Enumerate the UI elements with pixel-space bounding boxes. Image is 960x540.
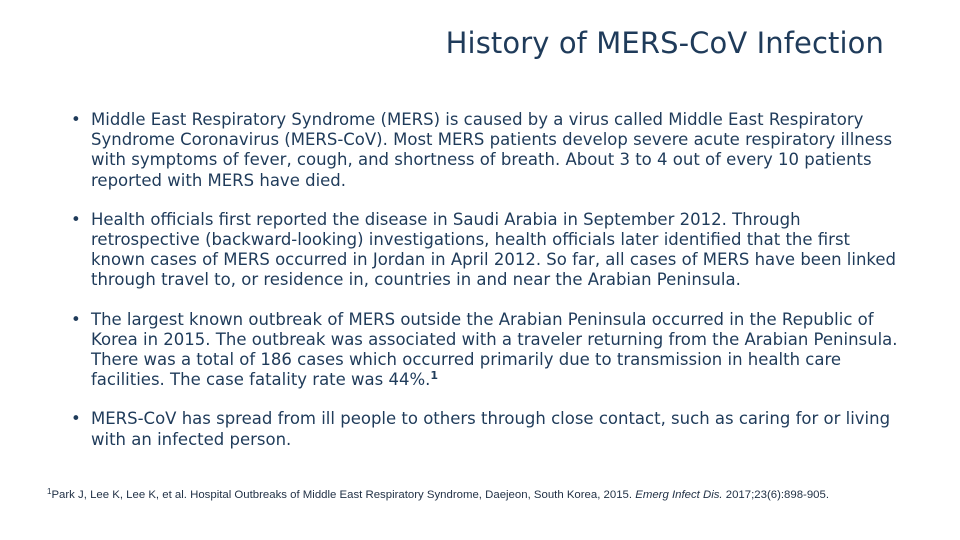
footnote-reference: 1 xyxy=(430,369,439,383)
slide-title: History of MERS-CoV Infection xyxy=(445,26,884,60)
bullet-item xyxy=(71,409,901,449)
footnote-citation: Park J, Lee K, Lee K, et al. Hospital Outbreaks of Middle East Respiratory Syndrome, Daejeon, South Korea, 2015. xyxy=(51,489,633,501)
footnote-journal: Emerg Infect Dis. xyxy=(635,489,723,501)
bullet-dot-icon: • xyxy=(71,110,81,129)
bullet-item xyxy=(71,310,901,391)
bullet-text: Health officials first reported the disease in Saudi Arabia in September 2012. Through retrospective (backward-looking) investigations, health officials later identified that the first known cases of MERS occurred in Jordan in April 2012. So far, all cases of MERS have been linked through travel to, or residence in, countries in and near the Arabian Peninsula. xyxy=(91,209,897,290)
bullet-text: The largest known outbreak of MERS outside the Arabian Peninsula occurred in the Republic of Korea in 2015. The outbreak was associated with a traveler returning from the Arabian Peninsula. There was a total of 186 cases which occurred primarily due to transmission in health care facilities. The case fatality rate was 44%. xyxy=(91,309,898,390)
bullet-dot-icon: • xyxy=(71,209,81,229)
bullet-dot-icon: • xyxy=(71,409,81,429)
footnote-marker: 1 xyxy=(47,487,52,496)
bullet-text: Middle East Respiratory Syndrome (MERS) is caused by a virus called Middle East Respiratory Syndrome Coronavirus (MERS-CoV). Most MERS patients develop severe acute respiratory illness with symptoms of fever, cough, and shortness of breath. About 3 to 4 out of every 10 patients reported with MERS have died. xyxy=(91,110,893,190)
bullet-text: MERS-CoV has spread from ill people to others through close contact, such as caring for or living with an infected person. xyxy=(91,409,891,449)
bullet-item xyxy=(71,210,901,291)
bullet-item xyxy=(71,110,901,191)
footnote xyxy=(47,487,947,501)
bullet-dot-icon: • xyxy=(71,309,81,329)
footnote-details: 2017;23(6):898-905. xyxy=(725,489,829,501)
bullet-list xyxy=(71,110,901,469)
